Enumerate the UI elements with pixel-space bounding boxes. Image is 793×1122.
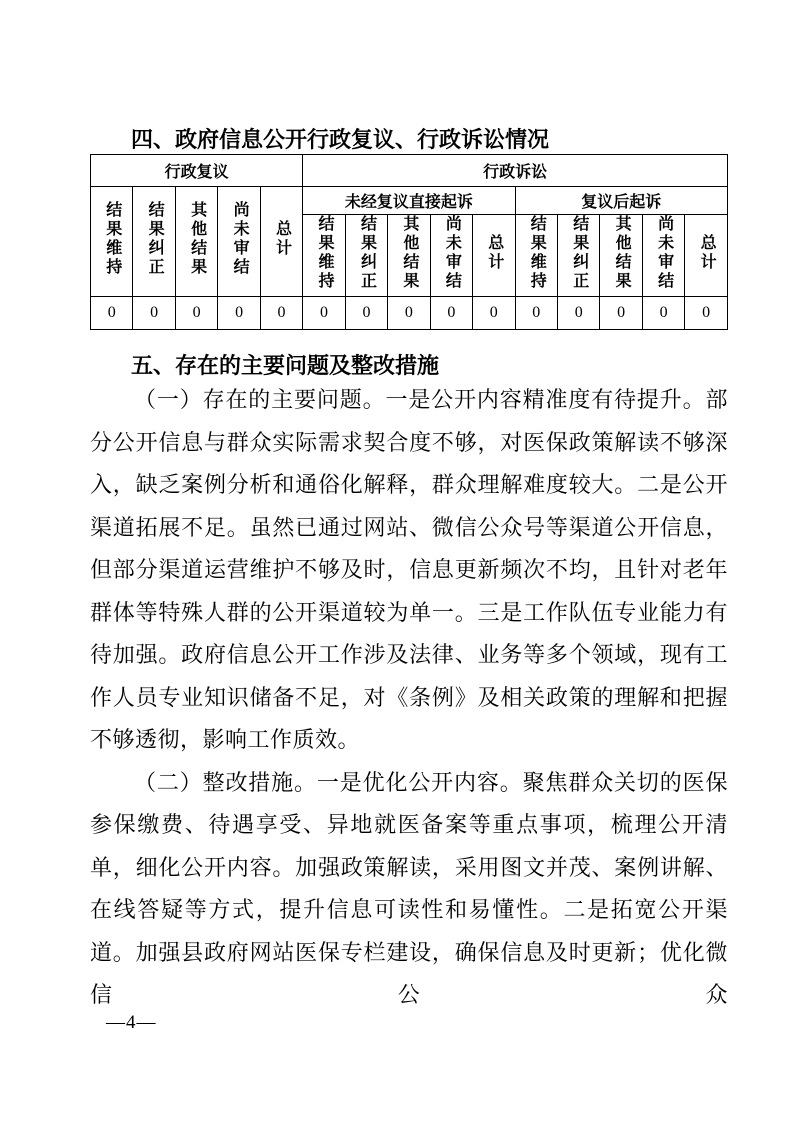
value-cell: 0: [685, 297, 728, 330]
col-header-result-upheld: 结果维持: [528, 215, 546, 291]
col-header-cell: [473, 215, 515, 297]
value-cell: 0: [557, 297, 599, 330]
col-header-cell: [91, 187, 133, 297]
section-4-heading: 四、政府信息公开行政复议、行政诉讼情况: [131, 127, 550, 152]
col-header-other-result: 其他结果: [613, 215, 631, 291]
col-header-cell: [218, 187, 260, 297]
col-header-total: 总计: [485, 234, 503, 272]
col-header-cell: [515, 215, 557, 297]
value-cell: 0: [430, 297, 472, 330]
col-header-cell: [430, 215, 472, 297]
paragraph-measures: （二）整改措施。一是优化公开内容。聚焦群众关切的医保参保缴费、待遇享受、异地就医备案等重点事项，梳理公开清单，细化公开内容。加强政策解读，采用图文并茂、案例讲解、在线答疑等方式，提升信息可读性和易懂性。二是拓宽公开渠道。加强县政府网站医保专栏建设，确保信息及时更新；优化微信公众: [90, 769, 728, 1007]
col-header-cell: [345, 215, 387, 297]
value-cell: 0: [600, 297, 642, 330]
col-header-result-corrected: 结果纠正: [570, 215, 588, 291]
col-header-pending: 尚未审结: [443, 215, 461, 291]
value-cell: 0: [260, 297, 302, 330]
col-header-cell: [133, 187, 175, 297]
page-number: —4—: [106, 1012, 157, 1033]
subheader-lawsuit-after-review: 复议后起诉: [515, 187, 727, 215]
col-header-cell: [388, 215, 430, 297]
value-cell: 0: [133, 297, 175, 330]
litigation-statistics-table: [90, 154, 728, 330]
value-cell: 0: [473, 297, 515, 330]
value-cell: 0: [388, 297, 430, 330]
value-cell: 0: [175, 297, 217, 330]
col-header-cell: [642, 215, 684, 297]
paragraph-problems: （一）存在的主要问题。一是公开内容精准度有待提升。部分公开信息与群众实际需求契合度不够，对医保政策解读不够深入，缺乏案例分析和通俗化解释，群众理解难度较大。二是公开渠道拓展不足。虽然已通过网站、微信公众号等渠道公开信息，但部分渠道运营维护不够及时，信息更新频次不均，且针对老年群体等特殊人群的公开渠道较为单一。三是工作队伍专业能力有待加强。政府信息公开工作涉及法律、业务等多个领域，现有工作人员专业知识储备不足，对《条例》及相关政策的理解和把握不够透彻，影响工作质效。: [90, 387, 728, 752]
value-cell: 0: [642, 297, 684, 330]
body-text: [90, 379, 728, 1017]
value-cell: 0: [303, 297, 345, 330]
col-header-cell: [303, 215, 345, 297]
value-cell: 0: [218, 297, 260, 330]
table-values-row: [91, 297, 728, 330]
col-header-pending: 尚未审结: [655, 215, 673, 291]
col-header-other-result: 其他结果: [400, 215, 418, 291]
table-subgroup-header-row: [91, 187, 728, 215]
subheader-direct-lawsuit: 未经复议直接起诉: [303, 187, 515, 215]
section-5-heading: 五、存在的主要问题及整改措施: [131, 353, 440, 378]
header-administrative-reconsideration: 行政复议: [91, 155, 303, 187]
col-header-cell: [685, 215, 728, 297]
col-header-pending: 尚未审结: [231, 201, 249, 277]
value-cell: 0: [91, 297, 133, 330]
col-header-cell: [175, 187, 217, 297]
page-content: [90, 0, 728, 1017]
col-header-result-corrected: 结果纠正: [146, 201, 164, 277]
col-header-result-upheld: 结果维持: [315, 215, 333, 291]
value-cell: 0: [515, 297, 557, 330]
col-header-cell: [557, 215, 599, 297]
col-header-total: 总计: [273, 220, 291, 258]
value-cell: 0: [345, 297, 387, 330]
col-header-total: 总计: [698, 234, 716, 272]
col-header-result-corrected: 结果纠正: [358, 215, 376, 291]
header-administrative-litigation: 行政诉讼: [303, 155, 728, 187]
col-header-other-result: 其他结果: [188, 201, 206, 277]
col-header-result-upheld: 结果维持: [103, 201, 121, 277]
table-group-header-row: [91, 155, 728, 187]
col-header-cell: [600, 215, 642, 297]
col-header-cell: [260, 187, 302, 297]
